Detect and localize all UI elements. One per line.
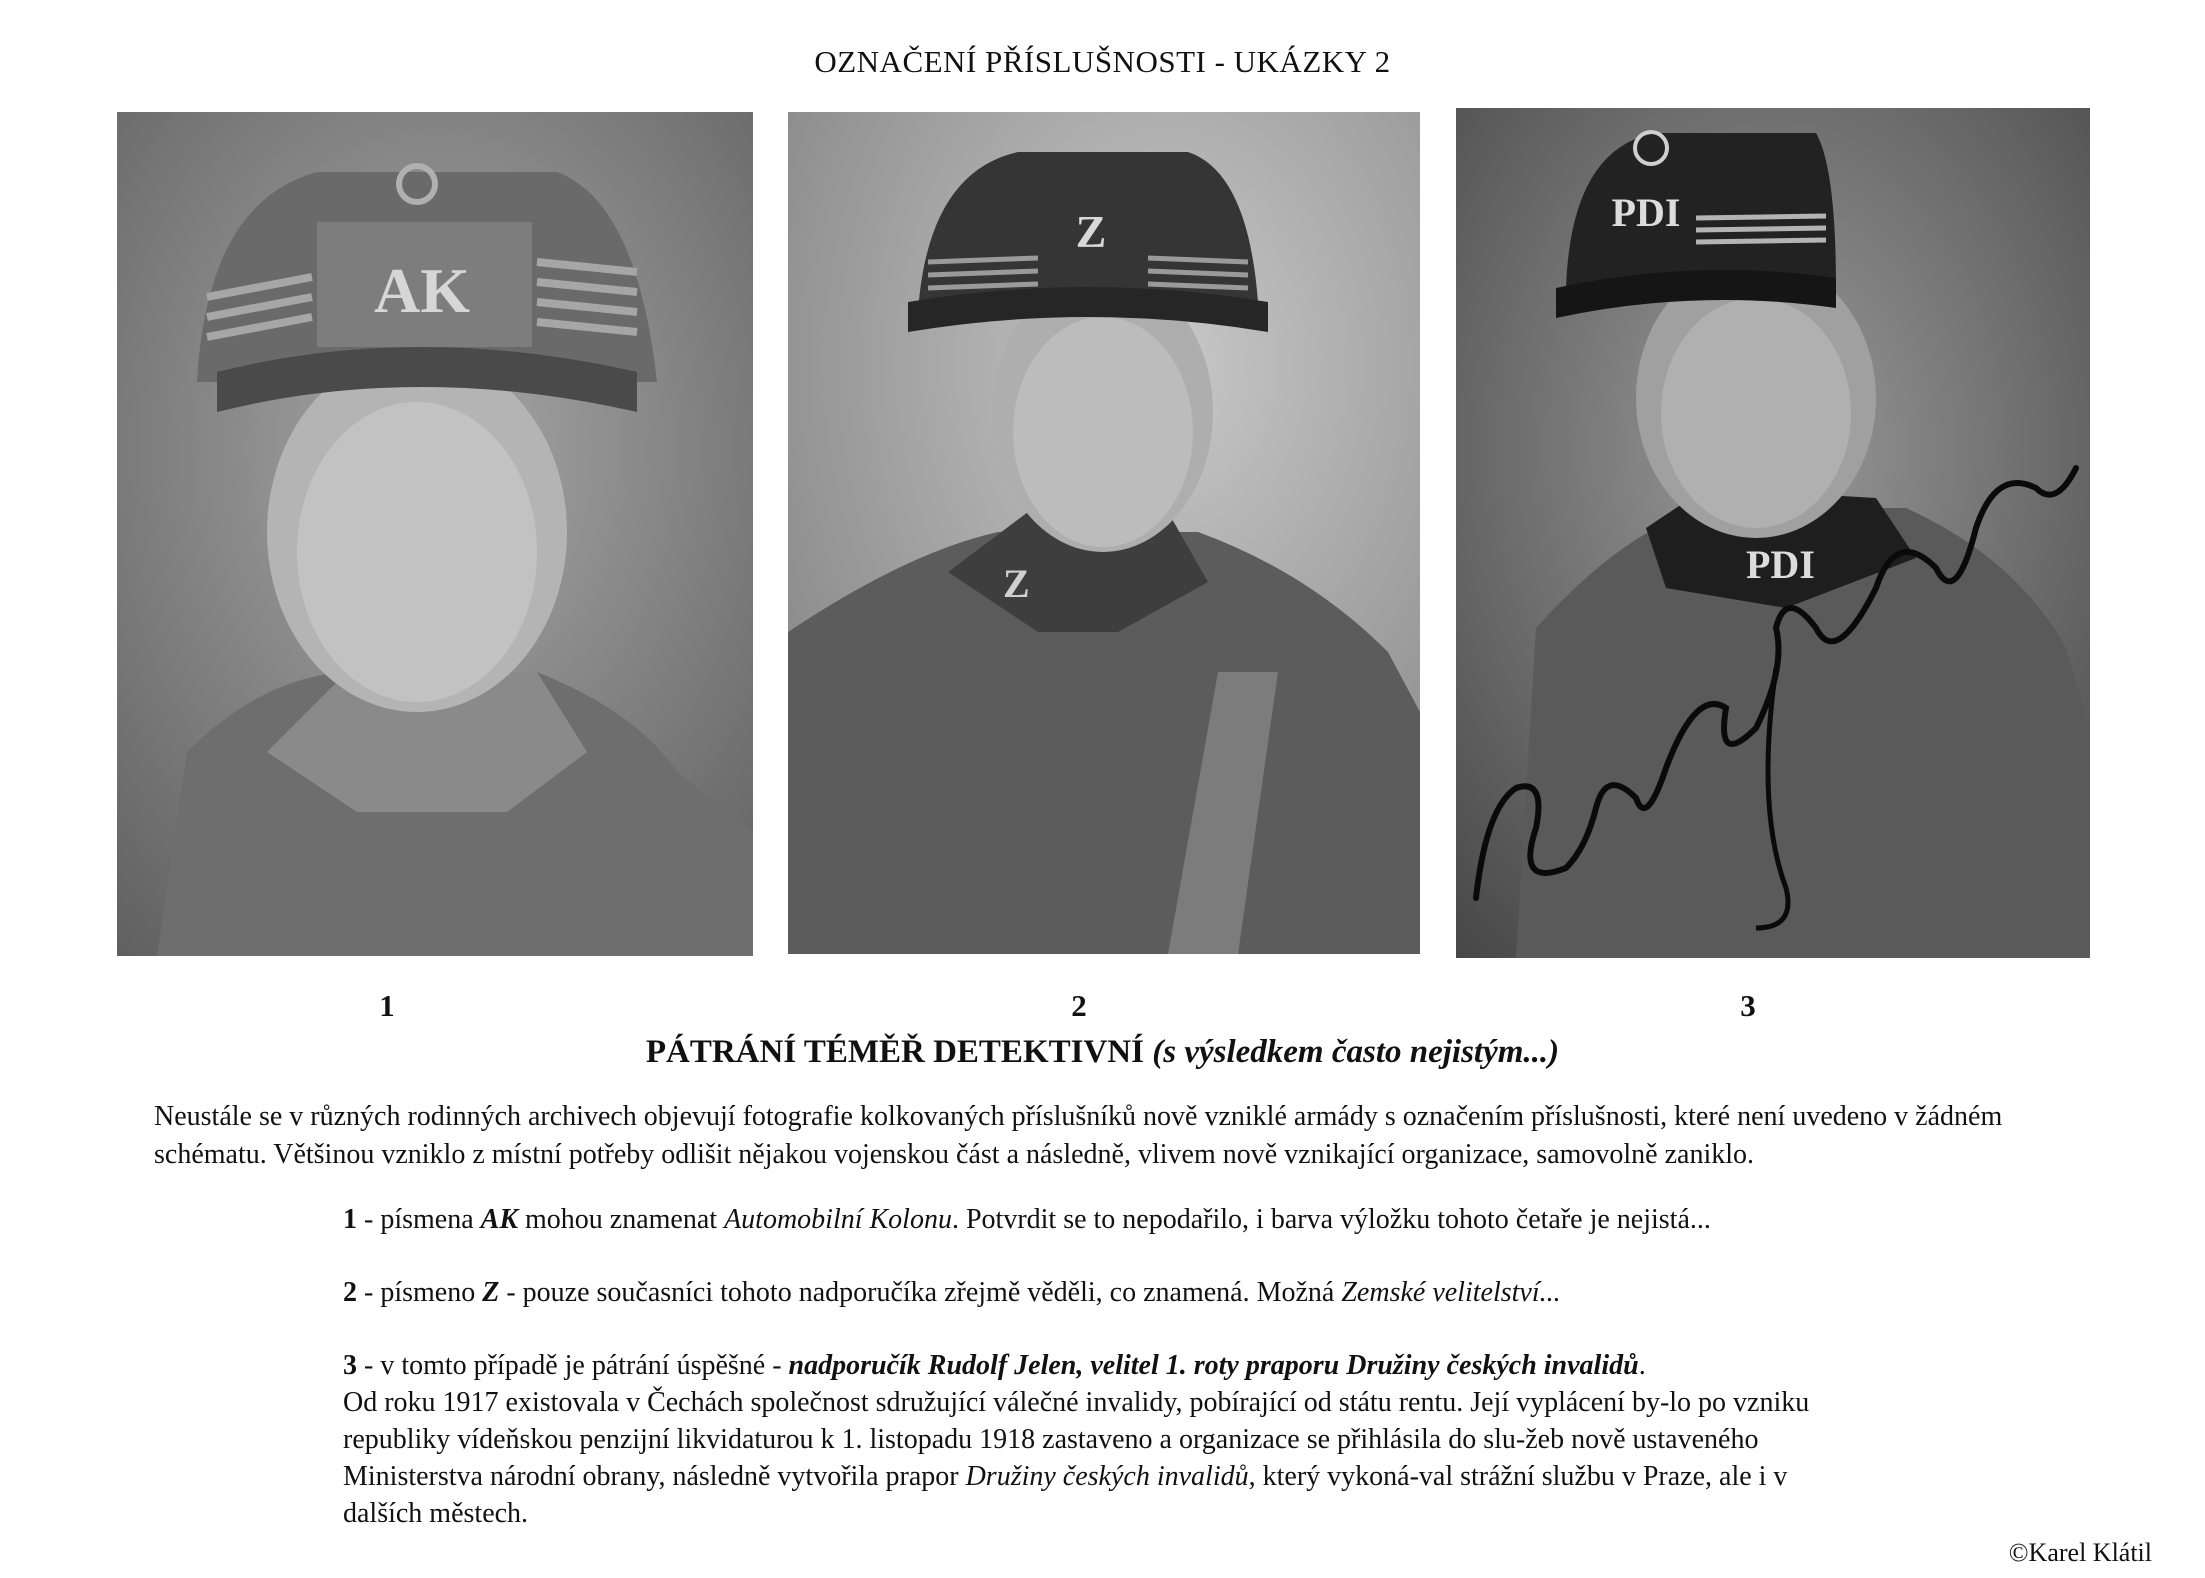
copyright-credit: ©Karel Klátil <box>2008 1538 2152 1567</box>
collar-insignia-3: PDI <box>1746 542 1815 587</box>
cap-insignia-1: AK <box>374 255 470 326</box>
photo-number-3: 3 <box>1740 988 1756 1023</box>
page-title: OZNAČENÍ PŘÍSLUŠNOSTI - UKÁZKY 2 <box>814 44 1391 79</box>
photo-number-1: 1 <box>379 988 395 1023</box>
section-heading <box>0 1034 2205 1071</box>
item-meaning: Automobilní Kolonu <box>724 1204 952 1235</box>
item-text: - písmeno <box>357 1277 483 1308</box>
item-history: Od roku 1917 existovala v Čechách společnost sdružující válečné invalidy, pobírající od státu rentu. Její vyplácení by-lo po vzniku republiky vídeňskou penzijní likvidaturou k 1. listopadu 1918 zastaveno a organizace se přihlásila do slu-žeb nově ustaveného Ministerstva národní obrany, následně vytvořila prapor <box>343 1387 1810 1492</box>
caption-item-1 <box>343 1201 1813 1238</box>
cap-insignia-3: PDI <box>1611 190 1681 235</box>
heading-subtitle: (s výsledkem často nejistým...) <box>1152 1034 1560 1070</box>
item-text: , který vykoná-val strážní službu v Praze, ale i v dalších městech. <box>343 1461 1788 1529</box>
intro-paragraph: Neustále se v různých rodinných archivech objevují fotografie kolkovaných příslušníků nově vzniklé armády s označením příslušnosti, které není uvedeno v žádném schématu. Většinou vzniklo z místní potřeby odlišit nějakou vojenskou část a následně, vlivem nově vznikající organizace, samovolně zaniklo. <box>154 1101 2003 1170</box>
caption-item-3 <box>343 1347 1813 1532</box>
photo-number-2: 2 <box>1071 988 1087 1023</box>
portrait-photo-2 <box>788 112 1420 954</box>
item-letters: AK <box>480 1204 518 1235</box>
item-text: - pouze současníci tohoto nadporučíka zřejmě věděli, co znamená. Možná <box>499 1277 1342 1308</box>
item-text: . Potvrdit se to nepodařilo, i barva výložku tohoto četaře je nejistá... <box>951 1204 1711 1235</box>
collar-insignia-2: Z <box>1003 561 1030 606</box>
portrait-photo-1 <box>117 112 753 956</box>
item-number: 1 <box>343 1204 357 1235</box>
item-meaning: Zemské velitelství... <box>1341 1277 1561 1308</box>
portrait-photo-3 <box>1456 108 2090 958</box>
item-text: . <box>1638 1350 1646 1381</box>
heading-main: PÁTRÁNÍ TÉMĚŘ DETEKTIVNÍ <box>645 1034 1153 1070</box>
item-letters: Z <box>482 1277 500 1308</box>
item-text: mohou znamenat <box>518 1204 725 1235</box>
item-person: nadporučík Rudolf Jelen, velitel 1. roty praporu Družiny českých invalidů <box>788 1350 1639 1381</box>
item-text: - písmena <box>357 1204 481 1235</box>
item-text: - v tomto případě je pátrání úspěšné - <box>357 1350 789 1381</box>
cap-insignia-2: Z <box>1075 206 1107 257</box>
item-unit-name: Družiny českých invalidů <box>965 1461 1249 1492</box>
item-number: 3 <box>343 1350 357 1381</box>
caption-item-2 <box>343 1274 1813 1311</box>
item-number: 2 <box>343 1277 357 1308</box>
